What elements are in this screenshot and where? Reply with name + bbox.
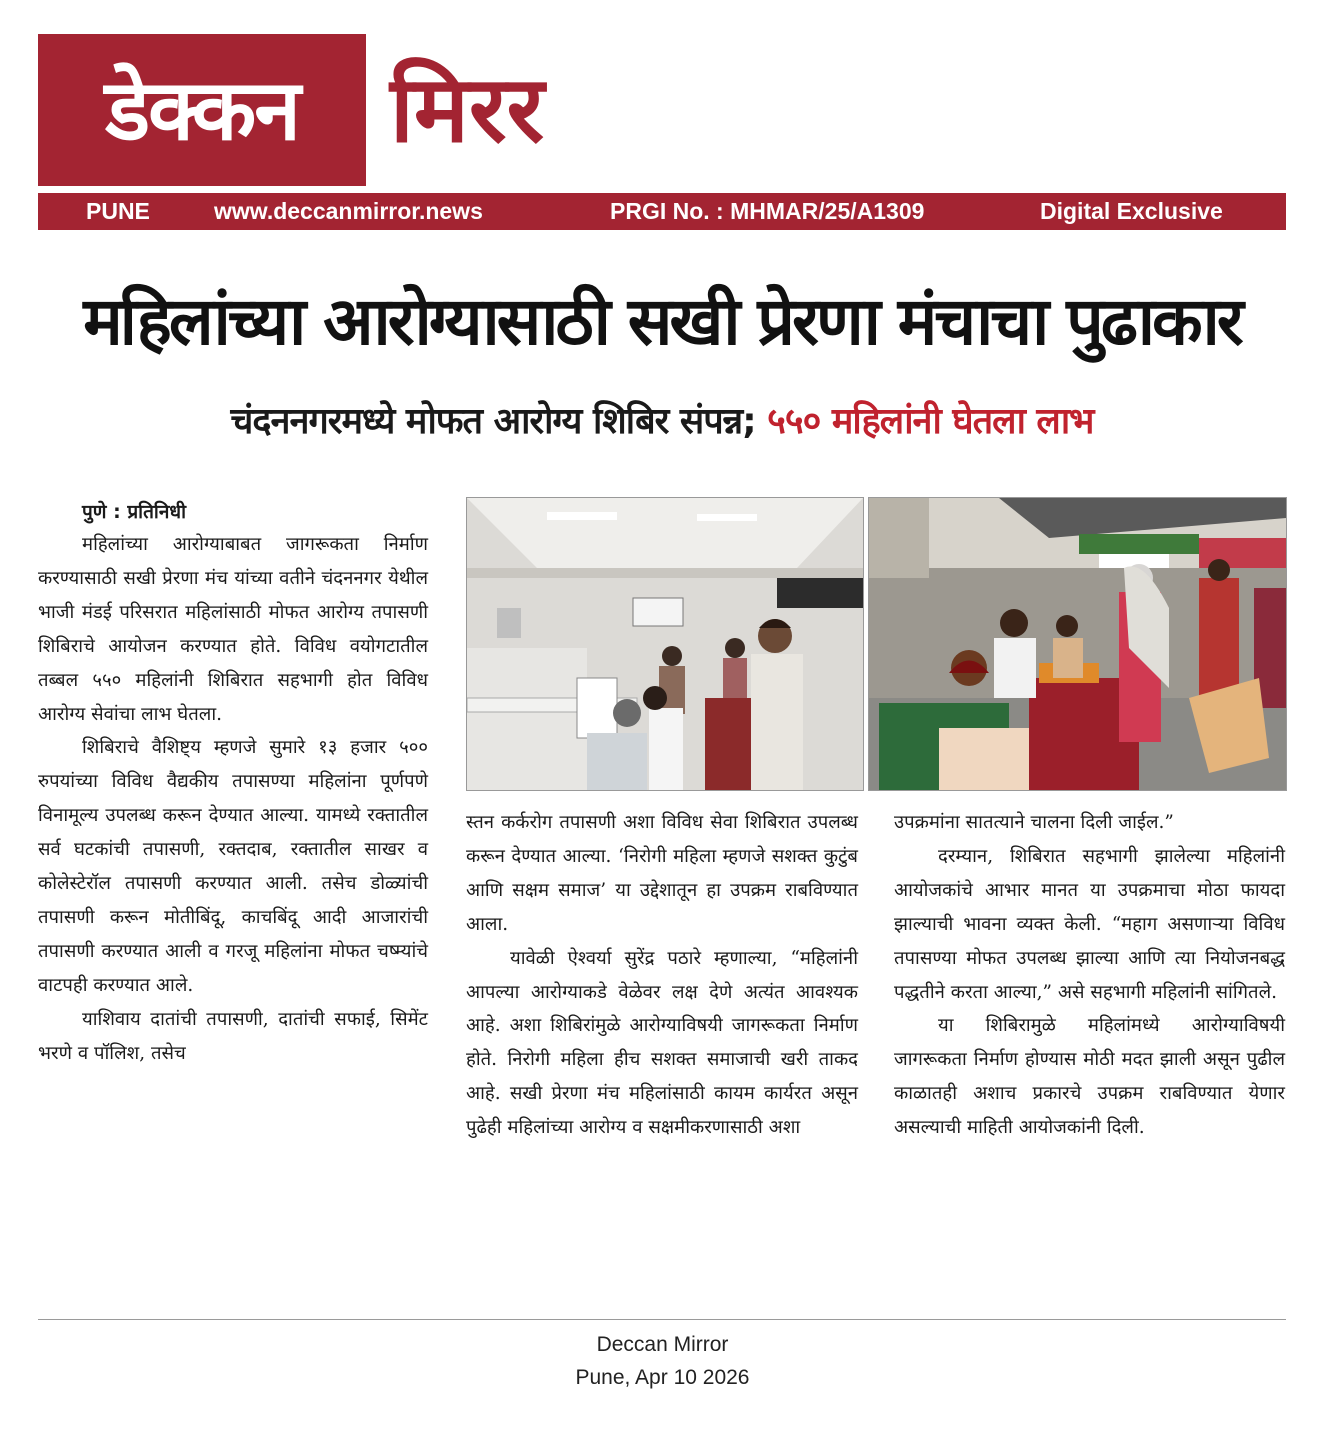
dateline: पुणे : प्रतिनिधी	[82, 501, 186, 523]
article-column-1	[38, 496, 428, 1071]
masthead	[38, 34, 1286, 186]
paragraph: यावेळी ऐश्वर्या सुरेंद्र पठारे म्हणाल्या, “महिलांनी आपल्या आरोग्याकडे वेळेवर लक्ष देणे अत्यंत आवश्यक आहे. अशा शिबिरांमुळे आरोग्याविषयी जागरूकता निर्माण होते. निरोगी महिला हीच सशक्त समाजाची खरी ताकद आहे. सखी प्रेरणा मंच महिलांसाठी कायम कार्यरत असून पुढेही महिलांच्या आरोग्य व सक्षमीकरणासाठी अशा	[466, 947, 858, 1139]
footer-divider	[38, 1319, 1286, 1320]
edition-label: Digital Exclusive	[1040, 198, 1223, 224]
info-bar	[38, 193, 1286, 230]
paragraph: याशिवाय दातांची तपासणी, दातांची सफाई, सिमेंट भरणे व पॉलिश, तसेच	[38, 1008, 428, 1064]
paragraph: स्तन कर्करोग तपासणी अशा विविध सेवा शिबिरात उपलब्ध करून देण्यात आल्या. ‘निरोगी महिला म्हणजे सशक्त कुटुंब आणि सक्षम समाज’ या उद्देशातून हा उपक्रम राबविण्यात आला.	[466, 812, 858, 935]
subheadline-part1: चंदननगरमध्ये मोफत आरोग्य शिबिर संपन्न;	[230, 401, 768, 442]
article-column-3	[894, 806, 1285, 1145]
prgi-number: PRGI No. : MHMAR/25/A1309	[610, 198, 925, 224]
subheadline	[38, 392, 1286, 452]
clinic-photo	[466, 497, 864, 791]
clinic-photo-illustration	[467, 498, 863, 790]
masthead-logo-word1: डेक्कन	[38, 34, 366, 186]
website-link[interactable]: www.deccanmirror.news	[214, 198, 483, 224]
masthead-logo-word2: मिरर	[390, 56, 545, 163]
footer-place-date: Pune, Apr 10 2026	[575, 1366, 750, 1389]
paragraph: महिलांच्या आरोग्याबाबत जागरूकता निर्माण करण्यासाठी सखी प्रेरणा मंच यांच्या वतीने चंदननगर येथील भाजी मंडई परिसरात महिलांसाठी मोफत आरोग्य तपासणी शिबिराचे आयोजन करण्यात होते. विविध वयोगटातील तब्बल ५५० महिलांनी शिबिरात सहभागी होत विविध आरोग्य सेवांचा लाभ घेतला.	[38, 534, 428, 725]
health-camp-photo-illustration	[869, 498, 1286, 790]
article-column-2	[466, 806, 858, 1145]
footer-publication: Deccan Mirror	[596, 1333, 729, 1356]
city-label: PUNE	[86, 198, 150, 224]
paragraph: उपक्रमांना सातत्याने चालना दिली जाईल.”	[894, 812, 1174, 833]
headline: महिलांच्या आरोग्यासाठी सखी प्रेरणा मंचाचा पुढाकार	[83, 283, 1241, 360]
paragraph: दरम्यान, शिबिरात सहभागी झालेल्या महिलांनी आयोजकांचे आभार मानत या उपक्रमाचा मोठा फायदा झाल्याची भावना व्यक्त केली. “महाग असणाऱ्या विविध तपासण्या मोफत उपलब्ध झाल्या आणि त्या नियोजनबद्ध पद्धतीने करता आल्या,” असे सहभागी महिलांनी सांगितले.	[894, 845, 1285, 1003]
subheadline-part2: ५५० महिलांनी घेतला लाभ	[767, 401, 1094, 442]
paragraph: या शिबिरामुळे महिलांमध्ये आरोग्याविषयी जागरूकता निर्माण होण्यास मोठी मदत झाली असून पुढील काळातही अशाच प्रकारचे उपक्रम राबविण्यात येणार असल्याची माहिती आयोजकांनी दिली.	[894, 1015, 1285, 1139]
health-camp-photo	[868, 497, 1287, 791]
paragraph: शिबिराचे वैशिष्ट्य म्हणजे सुमारे १३ हजार ५०० रुपयांच्या विविध वैद्यकीय तपासण्या महिलांना पूर्णपणे विनामूल्य उपलब्ध करून देण्यात आल्या. यामध्ये रक्तातील सर्व घटकांची तपासणी, रक्तदाब, रक्तातील साखर व कोलेस्टेरॉल तपासणी करण्यात आली. तसेच डोळ्यांची तपासणी करून मोतीबिंदू, काचबिंदू आदी आजारांची तपासणी करण्यात आली व गरजू महिलांना मोफत चष्म्यांचे वाटपही करण्यात आले.	[38, 737, 428, 996]
